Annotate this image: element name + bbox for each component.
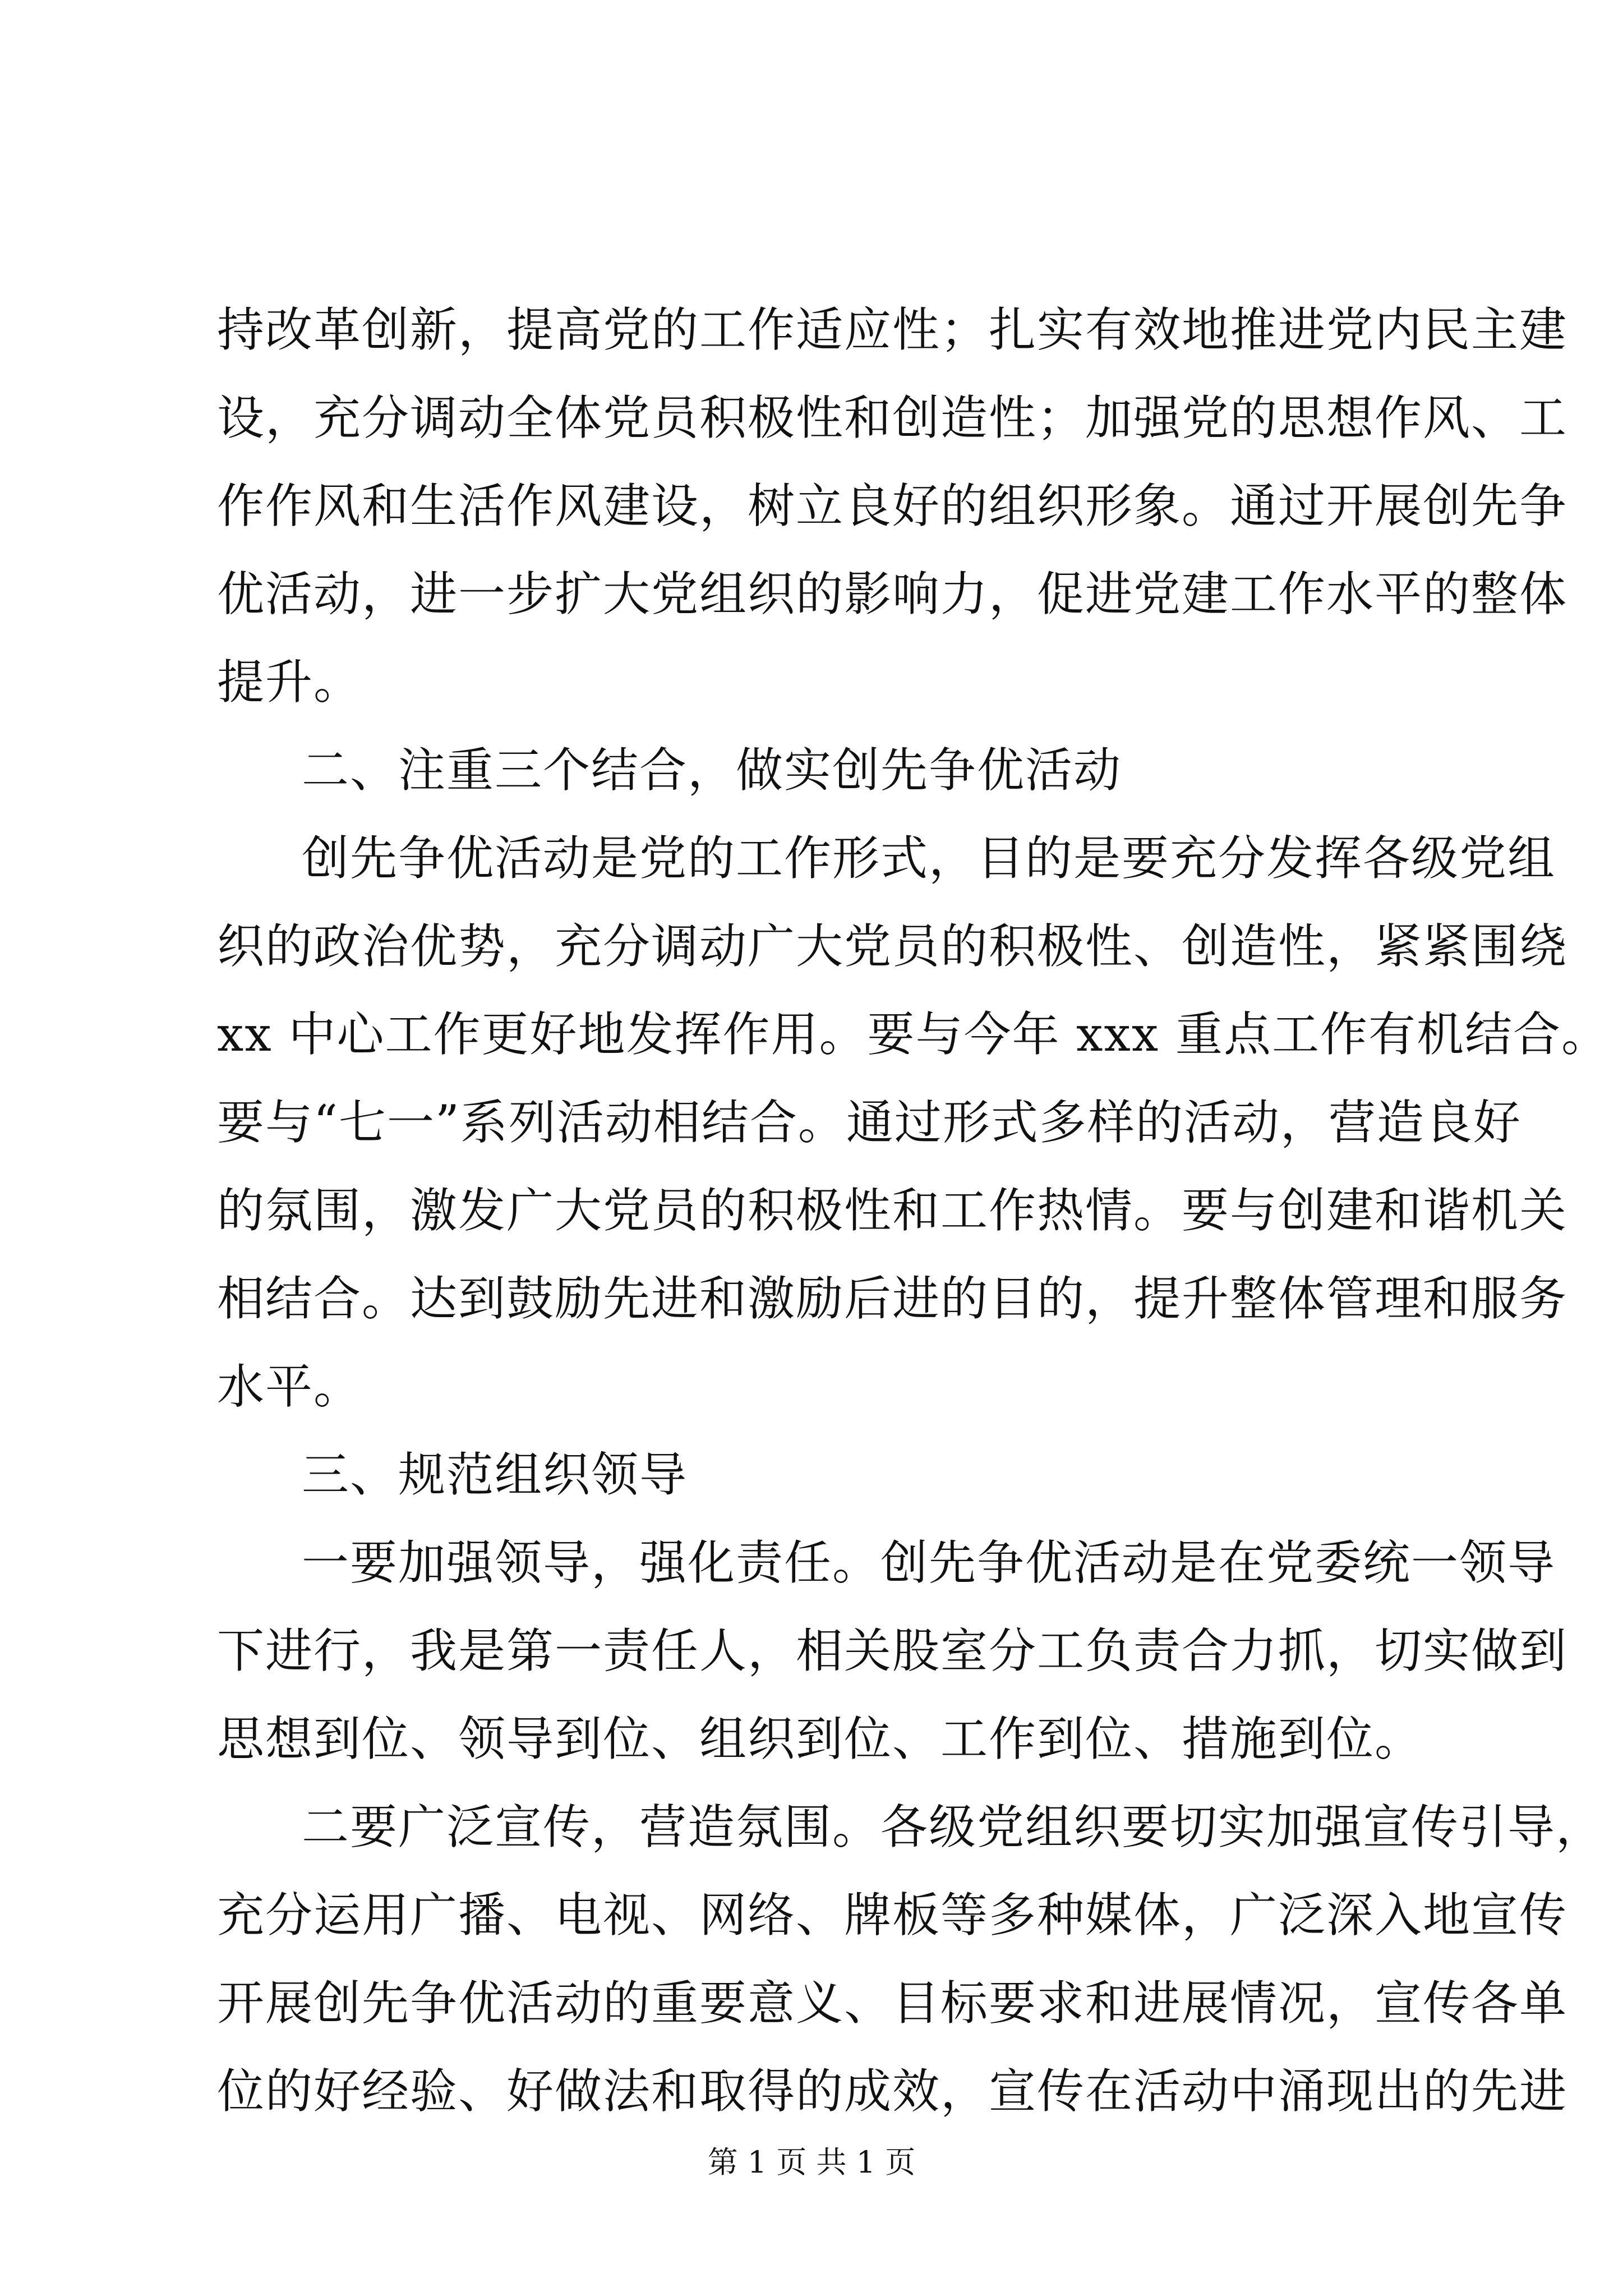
body-line: 下进行，我是第一责任人，相关股室分工负责合力抓，切实做到 bbox=[217, 1623, 1568, 1678]
page-footer: 第 1 页 共 1 页 bbox=[707, 2145, 916, 2180]
body-line: 要与“七一”系列活动相结合。通过形式多样的活动，营造良好 bbox=[217, 1095, 1521, 1150]
body-line: 作作风和生活作风建设，树立良好的组织形象。通过开展创先争 bbox=[217, 478, 1568, 533]
section-heading: 二、注重三个结合，做实创先争优活动 bbox=[302, 743, 1122, 798]
body-line: 创先争优活动是党的工作形式，目的是要充分发挥各级党组 bbox=[302, 831, 1556, 886]
body-line: 持改革创新，提高党的工作适应性；扎实有效地推进党内民主建 bbox=[217, 302, 1568, 357]
body-line: 提升。 bbox=[217, 655, 362, 710]
body-line: xx 中心工作更好地发挥作用。要与今年 xxx 重点工作有机结合。 bbox=[217, 1007, 1610, 1062]
body-line: 开展创先争优活动的重要意义、目标要求和进展情况，宣传各单 bbox=[217, 1976, 1568, 2031]
body-line: 织的政治优势，充分调动广大党员的积极性、创造性，紧紧围绕 bbox=[217, 919, 1568, 974]
body-line: 相结合。达到鼓励先进和激励后进的目的，提升整体管理和服务 bbox=[217, 1271, 1568, 1326]
body-line: 一要加强领导，强化责任。创先争优活动是在党委统一领导 bbox=[302, 1535, 1556, 1590]
body-line: 设，充分调动全体党员积极性和创造性；加强党的思想作风、工 bbox=[217, 390, 1568, 445]
body-line: 位的好经验、好做法和取得的成效，宣传在活动中涌现出的先进 bbox=[217, 2064, 1568, 2119]
body-line: 思想到位、领导到位、组织到位、工作到位、措施到位。 bbox=[217, 1711, 1423, 1766]
body-line: 二要广泛宣传，营造氛围。各级党组织要切实加强宣传引导， bbox=[302, 1800, 1604, 1855]
body-line: 充分运用广播、电视、网络、牌板等多种媒体，广泛深入地宣传 bbox=[217, 1888, 1568, 1943]
body-line: 优活动，进一步扩大党组织的影响力，促进党建工作水平的整体 bbox=[217, 567, 1568, 622]
body-line: 的氛围，激发广大党员的积极性和工作热情。要与创建和谐机关 bbox=[217, 1183, 1568, 1238]
section-heading: 三、规范组织领导 bbox=[302, 1447, 688, 1502]
body-line: 水平。 bbox=[217, 1359, 362, 1414]
